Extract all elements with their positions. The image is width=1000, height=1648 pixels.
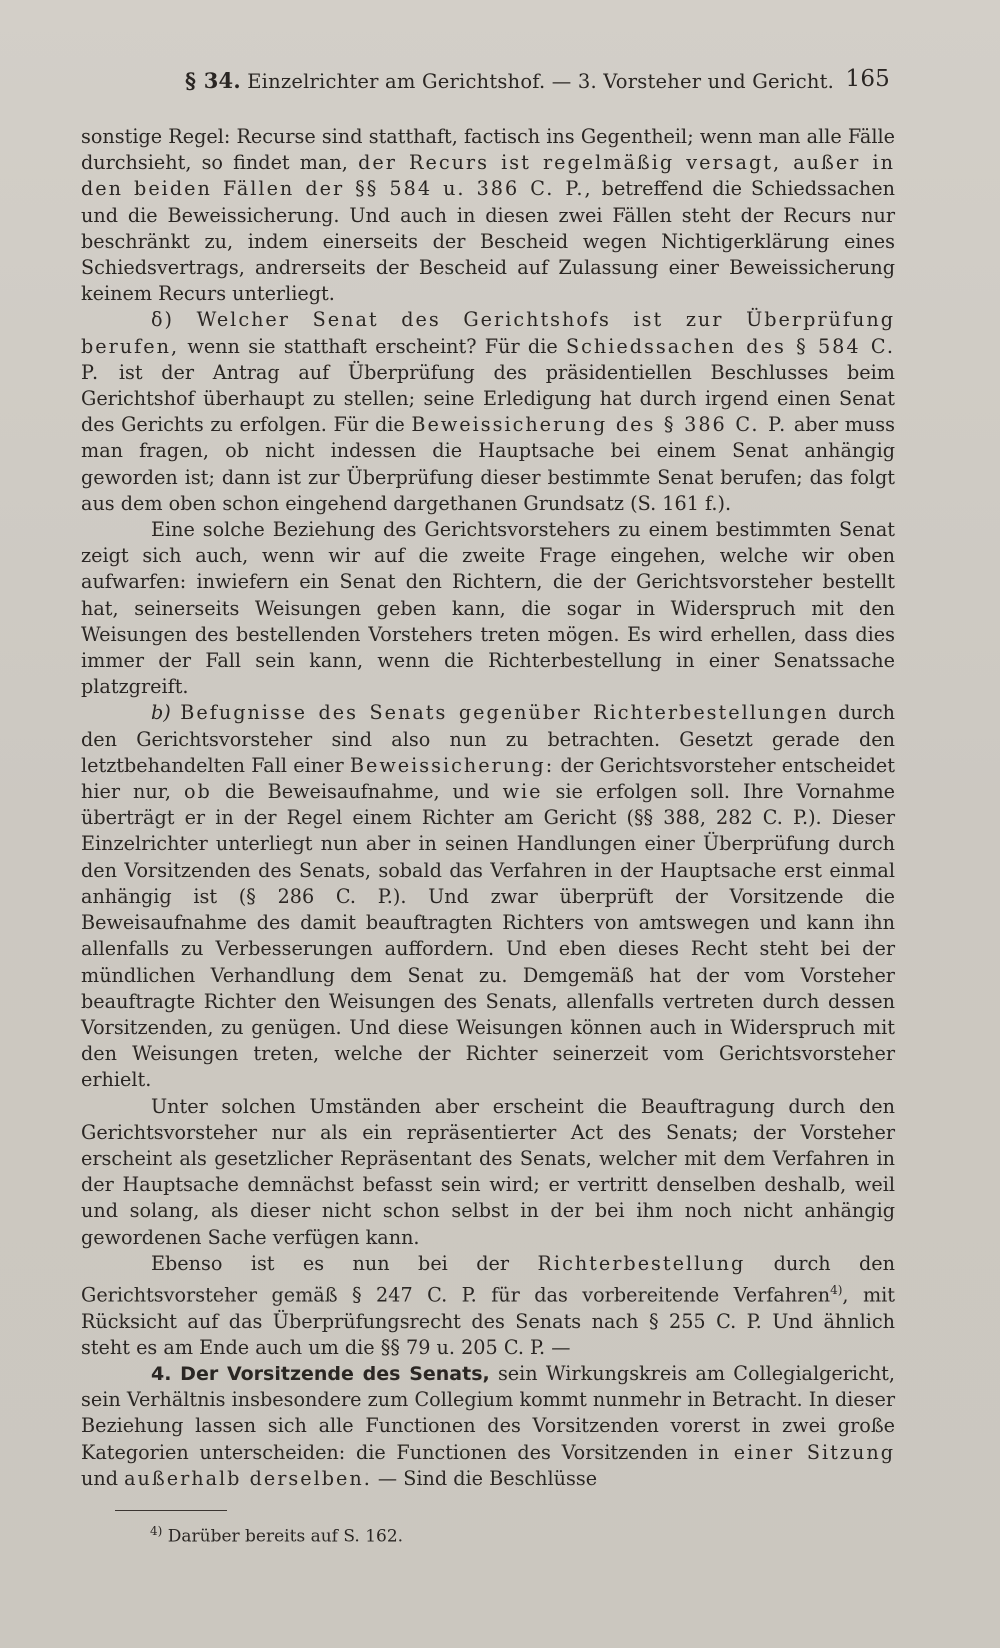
spaced-emphasis: der Recurs ist regelmäßig versagt, außer in den beiden Fällen der §§ 584 u. 386 C. P., <box>81 151 895 201</box>
spaced-emphasis: Schiedssachen des § 584 C. P. <box>81 334 895 384</box>
paragraph: Ebenso ist es nun bei der Richterbestellung durch den Gerichtsvorsteher gemäß § 247 C. P. für das vorbereitende Verfahren$^{4)}$, mit Rücksicht auf das Überprüfungsrecht des Senats nach § 255 C. P. Und ähnlich steht es am Ende auch um die §§ 79 u. 205 C. P. — <box>81 1251 895 1359</box>
page-number: 165 <box>845 66 890 92</box>
paragraph: b) Befugnisse des Senats gegenüber Richterbestellungen durch den Gerichtsvorsteher sind also nun zu betrachten. Gesetzt gerade den letztbehandelten Fall einer Beweissicherung: der Gerichtsvorsteher entscheidet hier nur, ob die Beweisaufnahme, und wie sie erfolgen soll. Ihre Vornahme überträgt er in der Regel einem Richter am Gericht (§§ 388, 282 C. P.). Dieser Einzelrichter unterliegt nun aber in seinen Handlungen einer Überprüfung durch den Vorsitzenden des Senats, sobald das Verfahren in der Hauptsache erst einmal anhängig ist (§ 286 C. P.). Und zwar überprüft der Vorsitzende die Beweisaufnahme des damit beauftragten Richters von amtswegen und kann ihn allenfalls zu Verbesserungen auffordern. Und eben dieses Recht steht bei der mündlichen Verhandlung dem Senat zu. Demgemäß hat der vom Vorsteher beauftragte Richter den Weisungen des Senats, allenfalls vertreten durch dessen Vorsitzenden, zu genügen. Und diese Weisungen können auch in Widerspruch mit den Weisungen treten, welche der Richter seinerzeit vom Gerichtsvorsteher erhielt. <box>81 701 896 1092</box>
spaced-emphasis: Beweissicherung des § 386 C. P. <box>411 413 788 437</box>
running-header <box>185 68 890 93</box>
paragraph: 4. Der Vorsitzende des Senats, sein Wirkungskreis am Collegialgericht, sein Verhältnis insbesondere zum Collegium kommt nunmehr in Betracht. In dieser Beziehung lassen sich alle Functionen des Vorsitzenden vorerst in zwei große Kategorien unterscheiden: die Functionen des Vorsitzenden in einer Sitzung und außerhalb derselben. — Sind die Beschlüsse <box>81 1361 895 1490</box>
footnote-reference[interactable]: 4) <box>830 1282 843 1297</box>
paragraph: δ) Welcher Senat des Gerichtshofs ist zur Überprüfung berufen, wenn sie statthaft erscheint? Für die Schiedssachen des § 584 C. P. ist der Antrag auf Überprüfung des präsidentiellen Beschlusses beim Gerichtshof überhaupt zu stellen; seine Erledigung hat durch irgend einen Senat des Gerichts zu erfolgen. Für die Beweissicherung des § 386 C. P. aber muss man fragen, ob nicht indessen die Hauptsache bei einem Senat anhängig geworden ist; dann ist zur Überprüfung dieser bestimmte Senat berufen; das folgt aus dem oben schon eingehend dargethanen Grundsatz (S. 161 f.). <box>81 308 895 515</box>
running-title: Einzelrichter am Gerichtshof. — 3. Vorsteher und Gericht. <box>247 70 835 93</box>
spaced-emphasis: Richterbestellung <box>537 1251 746 1275</box>
subsection-heading: 4. Der Vorsitzende des Senats, <box>151 1362 490 1385</box>
spaced-emphasis: außerhalb derselben. <box>124 1466 372 1490</box>
footnote <box>150 1524 403 1547</box>
spaced-emphasis: Befugnisse des Senats gegenüber Richterbestellungen <box>180 701 829 725</box>
paragraph: Eine solche Beziehung des Gerichtsvorstehers zu einem bestimmten Senat zeigt sich auch, wenn wir auf die zweite Frage eingehen, welche wir oben aufwarfen: inwiefern ein Senat den Richtern, die der Gerichtsvorsteher bestellt hat, seinerseits Weisungen geben kann, die sogar in Widerspruch mit den Weisungen des bestellenden Vorstehers treten mögen. Es wird erhellen, dass dies immer der Fall sein kann, wenn die Richterbestellung in einer Senatssache platzgreift. <box>81 518 895 699</box>
paragraph: Unter solchen Umständen aber erscheint die Beauftragung durch den Gerichtsvorsteher nur als ein repräsentierter Act des Senats; der Vorsteher erscheint als gesetzlicher Repräsentant des Senats, welcher mit dem Verfahren in der Hauptsache demnächst befasst sein wird; er vertritt denselben deshalb, weil und solang, als dieser nicht schon selbst in der bei ihm noch nicht anhängig gewordenen Sache verfügen kann. <box>81 1094 895 1249</box>
section-number: § 34. <box>185 68 241 93</box>
spaced-emphasis: δ) Welcher Senat des Gerichtshofs ist zur Überprüfung berufen, <box>81 308 895 358</box>
footnote-mark: 4) <box>150 1524 163 1538</box>
paragraph: sonstige Regel: Recurse sind statthaft, factisch ins Gegentheil; wenn man alle Fälle durchsieht, so findet man, der Recurs ist regelmäßig versagt, außer in den beiden Fällen der §§ 584 u. 386 C. P., betreffend die Schiedssachen und die Beweissicherung. Und auch in diesen zwei Fällen steht der Recurs nur beschränkt zu, indem einerseits der Bescheid wegen Nichtigerklärung eines Schiedsvertrags, andrerseits der Bescheid auf Zulassung einer Beweissicherung keinem Recurs unterliegt. <box>81 125 895 306</box>
spaced-emphasis: wie <box>502 780 543 804</box>
body-text <box>81 124 895 1492</box>
spaced-emphasis: ob <box>183 780 212 804</box>
footnote-divider <box>115 1510 227 1511</box>
spaced-emphasis: in einer Sitzung <box>698 1440 895 1464</box>
spaced-emphasis: Beweissicherung: <box>349 753 555 777</box>
footnote-text: Darüber bereits auf S. 162. <box>167 1526 404 1547</box>
subsection-letter: b) <box>151 701 171 725</box>
